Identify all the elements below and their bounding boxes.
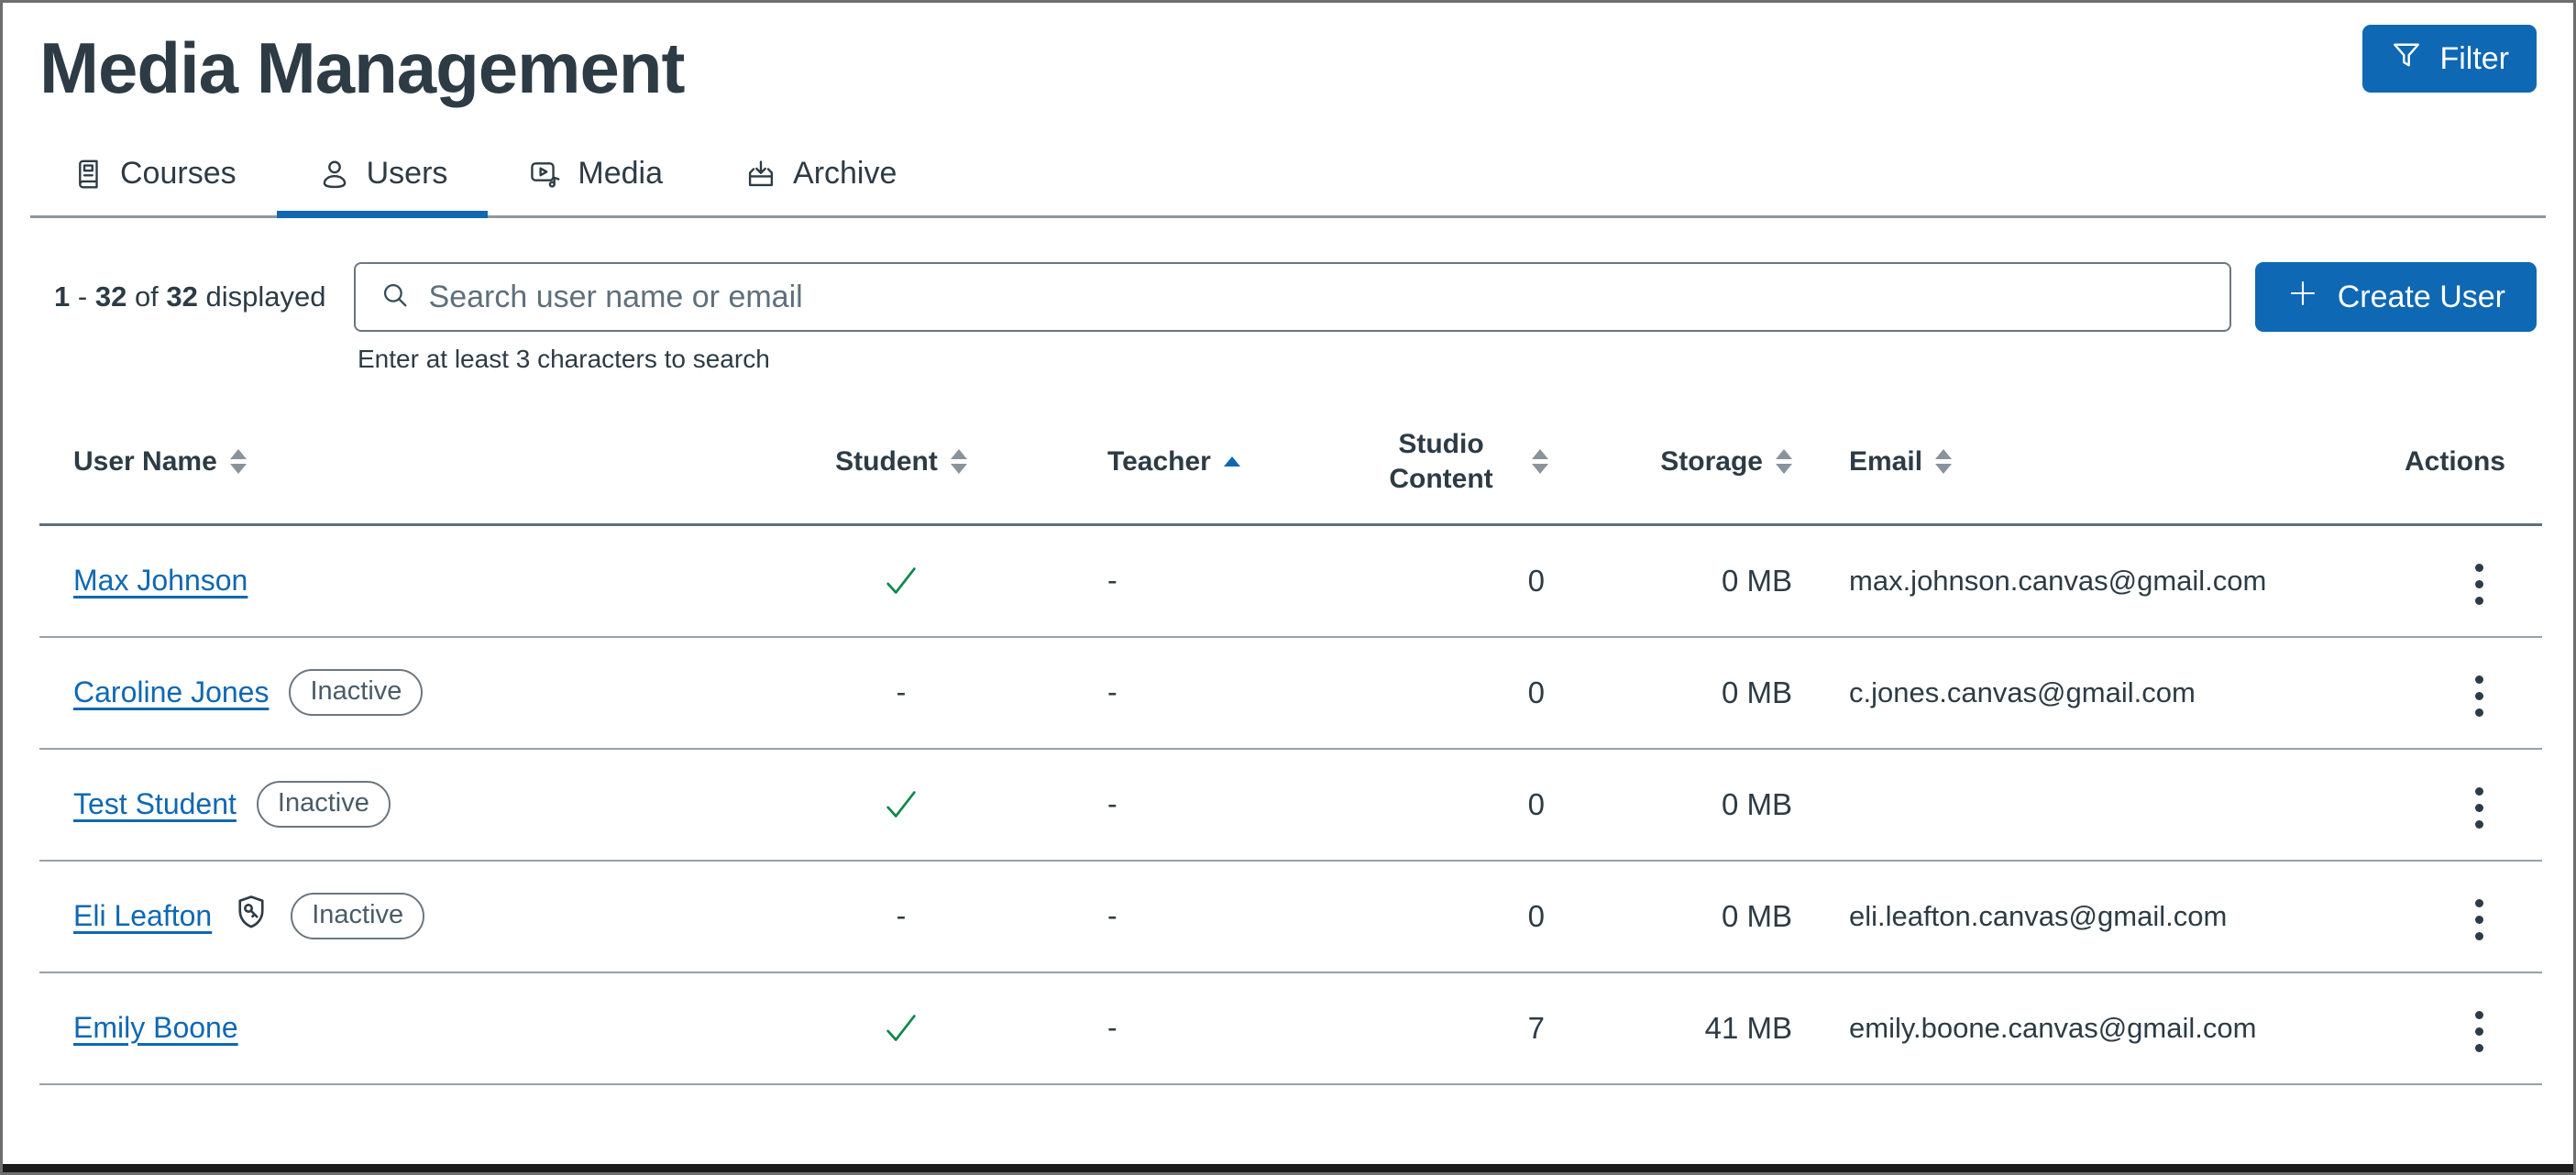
plus-icon xyxy=(2286,277,2319,318)
email-value xyxy=(1800,749,2350,861)
tab-courses[interactable] xyxy=(30,143,277,215)
page-header xyxy=(3,3,2573,110)
count-from: 1 xyxy=(54,280,71,313)
student-check-icon xyxy=(880,785,922,818)
tab-users[interactable] xyxy=(277,143,489,215)
sort-icon-teacher-ascending[interactable] xyxy=(1224,456,1240,467)
studio-content-value: 0 xyxy=(1213,637,1561,749)
column-header-email[interactable]: Email xyxy=(1849,445,1923,477)
storage-value: 0 MB xyxy=(1561,861,1800,972)
user-name-link[interactable]: Eli Leafton xyxy=(73,898,213,932)
count-dash: - xyxy=(77,280,88,313)
book-icon xyxy=(71,157,105,192)
tab-archive[interactable] xyxy=(703,143,937,215)
teacher-value: - xyxy=(993,861,1213,972)
table-row xyxy=(39,749,2542,861)
student-value: - xyxy=(809,637,993,749)
tab-archive-label: Archive xyxy=(793,156,897,191)
search-icon xyxy=(380,280,411,315)
tab-bar xyxy=(30,143,2546,218)
count-suffix: displayed xyxy=(205,280,326,313)
users-table xyxy=(39,427,2542,1085)
storage-value: 0 MB xyxy=(1561,525,1800,637)
row-actions-kebab-icon[interactable] xyxy=(2464,1000,2494,1063)
email-value: c.jones.canvas@gmail.com xyxy=(1800,637,2350,749)
column-header-teacher[interactable]: Teacher xyxy=(1107,445,1211,477)
storage-value: 41 MB xyxy=(1561,972,1800,1084)
count-total: 32 xyxy=(166,280,198,313)
filter-button[interactable] xyxy=(2362,25,2537,93)
user-name-link[interactable]: Test Student xyxy=(73,786,237,820)
row-actions-kebab-icon[interactable] xyxy=(2464,664,2494,728)
media-play-icon xyxy=(528,157,563,192)
row-actions-kebab-icon[interactable] xyxy=(2464,776,2494,840)
table-header-row xyxy=(39,427,2542,525)
storage-value: 0 MB xyxy=(1561,637,1800,749)
filter-button-label: Filter xyxy=(2439,40,2509,76)
studio-content-value: 0 xyxy=(1213,749,1561,861)
create-user-button[interactable] xyxy=(2255,262,2537,332)
search-input[interactable] xyxy=(429,280,2206,315)
table-row xyxy=(39,861,2542,972)
tab-media-label: Media xyxy=(578,156,664,191)
inactive-status-badge: Inactive xyxy=(257,781,391,829)
row-actions-kebab-icon[interactable] xyxy=(2464,888,2494,951)
email-value: max.johnson.canvas@gmail.com xyxy=(1800,525,2350,637)
teacher-value: - xyxy=(993,525,1213,637)
result-count xyxy=(39,280,326,313)
row-actions-kebab-icon[interactable] xyxy=(2464,553,2494,616)
student-check-icon xyxy=(880,1009,922,1042)
user-name-link[interactable]: Max Johnson xyxy=(73,564,248,598)
sort-icon-student[interactable] xyxy=(951,449,967,474)
count-to: 32 xyxy=(94,280,127,313)
table-row xyxy=(39,637,2542,749)
inactive-status-badge: Inactive xyxy=(289,669,423,717)
inactive-status-badge: Inactive xyxy=(291,893,424,940)
tab-courses-label: Courses xyxy=(120,156,237,191)
email-value: eli.leafton.canvas@gmail.com xyxy=(1800,861,2350,972)
search-box xyxy=(354,262,2231,332)
sort-icon-storage[interactable] xyxy=(1776,449,1792,474)
column-header-actions: Actions xyxy=(2404,445,2505,477)
search-helper-text: Enter at least 3 characters to search xyxy=(358,345,770,373)
count-of: of xyxy=(134,280,159,313)
storage-value: 0 MB xyxy=(1561,749,1800,861)
tab-users-label: Users xyxy=(366,156,448,191)
user-name-link[interactable]: Caroline Jones xyxy=(73,675,270,708)
studio-content-value: 7 xyxy=(1213,972,1561,1084)
viewport-bottom-edge xyxy=(3,1164,2573,1172)
sort-icon-email[interactable] xyxy=(1935,449,1952,474)
column-header-storage[interactable]: Storage xyxy=(1660,445,1763,477)
student-value: - xyxy=(809,861,993,972)
table-row xyxy=(39,525,2542,637)
teacher-value: - xyxy=(993,749,1213,861)
teacher-value: - xyxy=(993,972,1213,1084)
student-check-icon xyxy=(880,562,922,595)
admin-shield-key-icon xyxy=(232,893,270,939)
email-value: emily.boone.canvas@gmail.com xyxy=(1800,972,2350,1084)
sort-icon-user-name[interactable] xyxy=(230,449,247,474)
user-name-link[interactable]: Emily Boone xyxy=(73,1011,238,1044)
table-row xyxy=(39,972,2542,1084)
toolbar xyxy=(39,262,2537,332)
column-header-user-name[interactable]: User Name xyxy=(73,445,217,477)
teacher-value: - xyxy=(993,637,1213,749)
create-user-label: Create User xyxy=(2337,279,2505,314)
user-icon xyxy=(317,157,352,192)
tab-media[interactable] xyxy=(488,143,703,215)
studio-content-value: 0 xyxy=(1213,525,1561,637)
sort-icon-studio-content[interactable] xyxy=(1532,449,1548,474)
archive-download-icon xyxy=(743,157,778,192)
funnel-icon xyxy=(2390,38,2423,80)
column-header-studio-content[interactable]: Studio Content xyxy=(1389,429,1493,494)
column-header-student[interactable]: Student xyxy=(835,445,938,477)
studio-content-value: 0 xyxy=(1213,861,1561,972)
page-title: Media Management xyxy=(39,27,685,108)
